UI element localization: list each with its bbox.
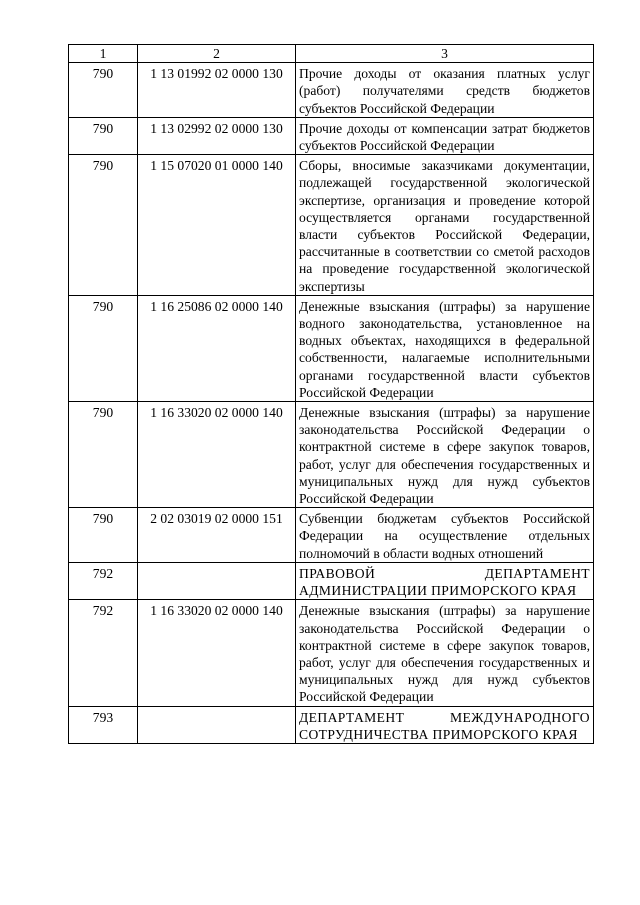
admin-code-cell: 790 (69, 508, 138, 563)
header-col-2: 2 (138, 45, 296, 63)
department-name-cell: ПРАВОВОЙ ДЕПАРТАМЕНТ АДМИНИСТРАЦИИ ПРИМОРСКОГО КРАЯ (296, 562, 594, 599)
admin-code-cell: 790 (69, 117, 138, 154)
table-row (69, 402, 594, 508)
kbk-code-cell: 1 15 07020 01 0000 140 (138, 155, 296, 296)
kbk-code-cell: 1 13 02992 02 0000 130 (138, 117, 296, 154)
admin-code-cell: 792 (69, 600, 138, 706)
revenue-name-cell: Прочие доходы от оказания платных услуг (работ) получателями средств бюджетов субъектов Российской Федерации (296, 63, 594, 118)
kbk-code-cell: 1 13 01992 02 0000 130 (138, 63, 296, 118)
header-row (69, 45, 594, 63)
admin-code-cell: 790 (69, 402, 138, 508)
department-name-cell: ДЕПАРТАМЕНТ МЕЖДУНАРОДНОГО СОТРУДНИЧЕСТВА ПРИМОРСКОГО КРАЯ (296, 706, 594, 743)
revenue-name-cell: Прочие доходы от компенсации затрат бюджетов субъектов Российской Федерации (296, 117, 594, 154)
admin-code-cell: 792 (69, 562, 138, 599)
kbk-code-cell (138, 706, 296, 743)
revenue-name-cell: Субвенции бюджетам субъектов Российской Федерации на осуществление отдельных полномочий в области водных отношений (296, 508, 594, 563)
table-row (69, 63, 594, 118)
kbk-code-cell: 2 02 03019 02 0000 151 (138, 508, 296, 563)
header-col-3: 3 (296, 45, 594, 63)
table-row-department (69, 706, 594, 743)
admin-code-cell: 790 (69, 63, 138, 118)
kbk-code-cell (138, 562, 296, 599)
revenue-name-cell: Денежные взыскания (штрафы) за нарушение законодательства Российской Федерации о контрактной системе в сфере закупок товаров, работ, услуг для обеспечения государственных и муниципальных нужд для нужд субъектов Российской Федерации (296, 402, 594, 508)
admin-code-cell: 790 (69, 155, 138, 296)
admin-code-cell: 790 (69, 295, 138, 401)
revenue-codes-table (68, 44, 594, 744)
table-row (69, 600, 594, 706)
kbk-code-cell: 1 16 25086 02 0000 140 (138, 295, 296, 401)
admin-code-cell: 793 (69, 706, 138, 743)
table-row (69, 117, 594, 154)
table-row-department (69, 562, 594, 599)
revenue-name-cell: Денежные взыскания (штрафы) за нарушение законодательства Российской Федерации о контрактной системе в сфере закупок товаров, работ, услуг для обеспечения государственных и муниципальных нужд для нужд субъектов Российской Федерации (296, 600, 594, 706)
table-row (69, 295, 594, 401)
revenue-name-cell: Денежные взыскания (штрафы) за нарушение водного законодательства, установленное на водных объектах, находящихся в федеральной собственности, налагаемые исполнительными органами государственной власти субъектов Российской Федерации (296, 295, 594, 401)
header-col-1: 1 (69, 45, 138, 63)
kbk-code-cell: 1 16 33020 02 0000 140 (138, 600, 296, 706)
table-row (69, 155, 594, 296)
table-row (69, 508, 594, 563)
revenue-name-cell: Сборы, вносимые заказчиками документации, подлежащей государственной экологической экспертизе, организация и проведение которой осуществляется органами государственной власти субъектов Российской Федерации, рассчитанные в соответствии со сметой расходов на проведение государственной экологической экспертизы (296, 155, 594, 296)
kbk-code-cell: 1 16 33020 02 0000 140 (138, 402, 296, 508)
